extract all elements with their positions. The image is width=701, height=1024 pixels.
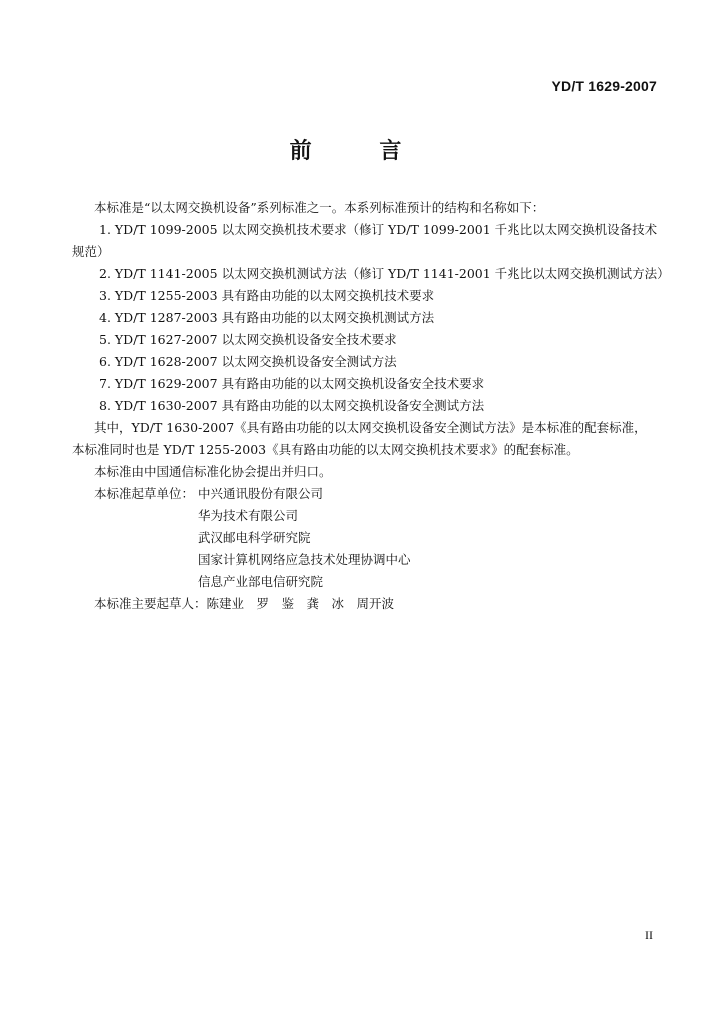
item-name: 具有路由功能的以太网交换机设备安全测试方法 xyxy=(221,398,485,413)
item-name: 具有路由功能的以太网交换机设备安全技术要求 xyxy=(221,376,485,391)
list-item xyxy=(99,222,657,238)
drafting-unit: 武汉邮电科学研究院 xyxy=(198,530,311,545)
list-item xyxy=(99,398,484,414)
item-number: 6. xyxy=(99,354,111,369)
item-code: YD/T 1255-2003 xyxy=(114,288,218,303)
item-number: 3. xyxy=(99,288,111,303)
item-code: YD/T 1287-2003 xyxy=(114,310,218,325)
page-title: 前 言 xyxy=(289,138,432,164)
item-name: 以太网交换机技术要求（修订 YD/T 1099-2001 千兆比以太网交换机设备技术 xyxy=(221,222,658,237)
drafting-unit: 华为技术有限公司 xyxy=(198,508,299,523)
item-code: YD/T 1099-2005 xyxy=(114,222,218,237)
list-item xyxy=(99,266,670,282)
item-number: 2. xyxy=(99,266,111,281)
item-name: 以太网交换机设备安全技术要求 xyxy=(221,332,397,347)
list-item xyxy=(99,354,397,370)
item-name: 具有路由功能的以太网交换机测试方法 xyxy=(221,310,435,325)
item-name: 具有路由功能的以太网交换机技术要求 xyxy=(221,288,435,303)
relation-line-1: 其中，YD/T 1630-2007《具有路由功能的以太网交换机设备安全测试方法》是本标准的配套标准， xyxy=(94,420,647,435)
proposer-paragraph: 本标准由中国通信标准化协会提出并归口。 xyxy=(94,464,332,479)
drafting-unit: 中兴通讯股份有限公司 xyxy=(198,486,324,501)
item-number: 8. xyxy=(99,398,111,413)
drafters-names: 陈建业 罗 鉴 龚 冰 周开波 xyxy=(206,596,395,611)
list-item xyxy=(99,288,434,304)
list-item xyxy=(99,332,397,348)
list-item-continuation: 规范） xyxy=(72,244,110,259)
item-number: 4. xyxy=(99,310,111,325)
item-code: YD/T 1628-2007 xyxy=(114,354,218,369)
drafting-units-label: 本标准起草单位： xyxy=(94,486,195,501)
item-number: 7. xyxy=(99,376,111,391)
intro-paragraph: 本标准是“以太网交换机设备”系列标准之一。本系列标准预计的结构和名称如下： xyxy=(94,200,545,215)
item-code: YD/T 1630-2007 xyxy=(114,398,218,413)
page-number: II xyxy=(645,928,653,942)
drafting-unit: 信息产业部电信研究院 xyxy=(198,574,324,589)
item-number: 5. xyxy=(99,332,111,347)
standard-code: YD/T 1629-2007 xyxy=(551,78,657,94)
item-code: YD/T 1629-2007 xyxy=(114,376,218,391)
relation-line-2: 本标准同时也是 YD/T 1255-2003《具有路由功能的以太网交换机技术要求》的配套标准。 xyxy=(72,442,579,457)
drafting-unit: 国家计算机网络应急技术处理协调中心 xyxy=(198,552,411,567)
item-code: YD/T 1141-2005 xyxy=(114,266,218,281)
list-item xyxy=(99,310,434,326)
item-number: 1. xyxy=(99,222,111,237)
list-item xyxy=(99,376,484,392)
drafters-line xyxy=(94,596,394,612)
drafters-label: 本标准主要起草人： xyxy=(94,596,207,611)
item-code: YD/T 1627-2007 xyxy=(114,332,218,347)
item-name: 以太网交换机测试方法（修订 YD/T 1141-2001 千兆比以太网交换机测试方法） xyxy=(221,266,670,281)
item-name: 以太网交换机设备安全测试方法 xyxy=(221,354,397,369)
